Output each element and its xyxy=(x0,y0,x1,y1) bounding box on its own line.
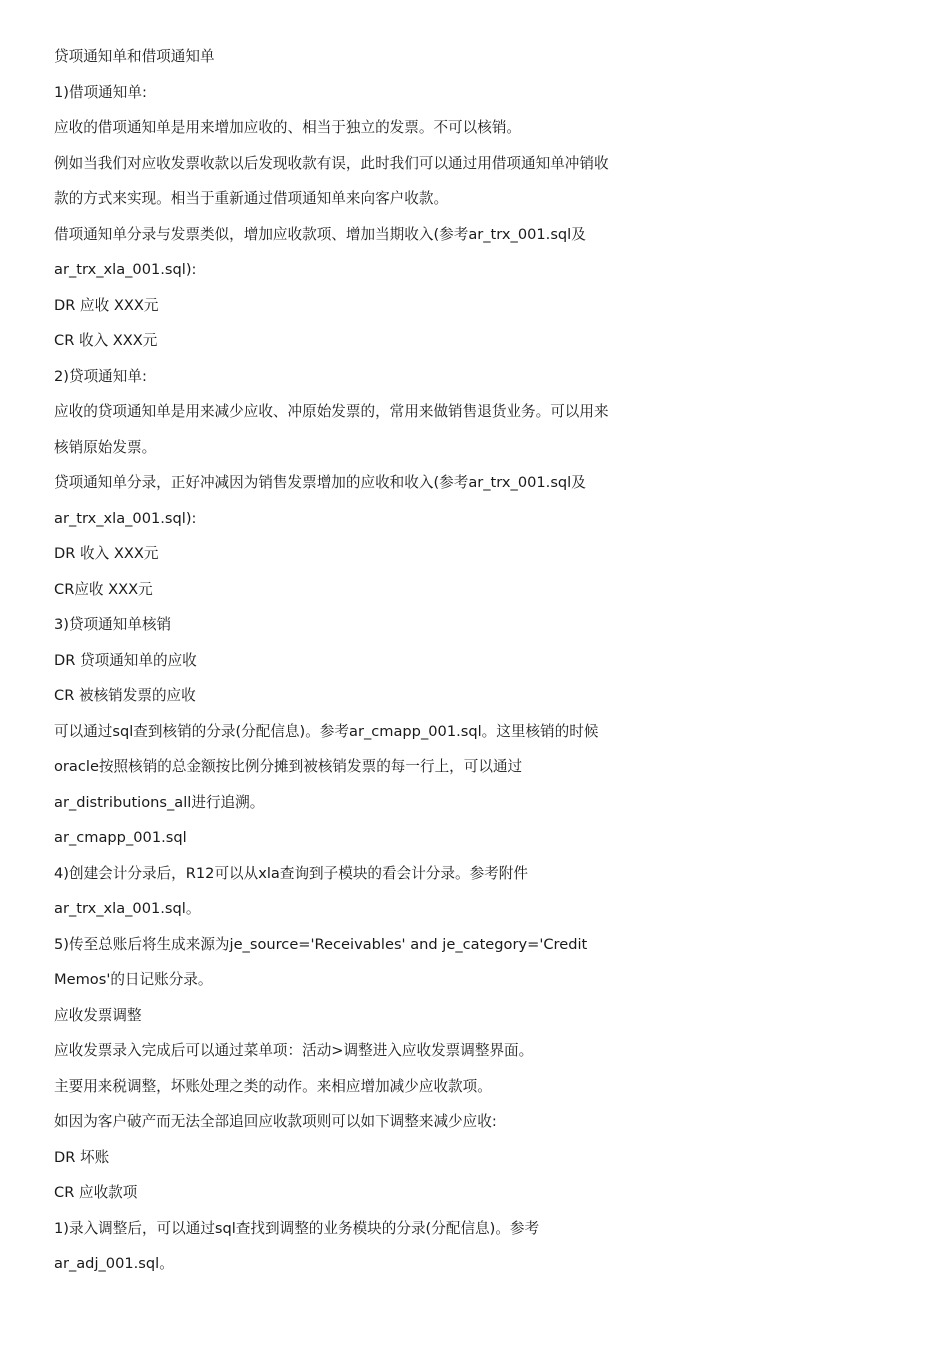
text-line: ar_distributions_all进行追溯。 xyxy=(54,793,265,811)
text-line: 如因为客户破产而无法全部追回应收款项则可以如下调整来减少应收: xyxy=(54,1113,497,1130)
journal-entry-line: CR 收入 XXX元 xyxy=(54,332,158,349)
section-heading-credit-memo: 2)贷项通知单: xyxy=(54,367,147,385)
text-line: ar_trx_xla_001.sql。 xyxy=(54,900,201,917)
document-title: 贷项通知单和借项通知单 xyxy=(54,48,215,65)
section-heading-general-ledger: 5)传至总账后将生成来源为je_source='Receivables' and je_category='Credit xyxy=(54,935,588,953)
text-line: oracle按照核销的总金额按比例分摊到被核销发票的每一行上，可以通过 xyxy=(54,758,523,775)
journal-entry-line: CR应收 XXX元 xyxy=(54,580,153,598)
journal-entry-line: DR 应收 XXX元 xyxy=(54,296,159,314)
text-line: 例如当我们对应收发票收款以后发现收款有误，此时我们可以通过用借项通知单冲销收 xyxy=(54,154,609,172)
text-line: 借项通知单分录与发票类似，增加应收款项、增加当期收入(参考ar_trx_001.sql及 xyxy=(54,225,586,243)
text-line: ar_trx_xla_001.sql): xyxy=(54,261,197,278)
journal-entry-line: DR 坏账 xyxy=(54,1148,110,1166)
text-line: 应收的贷项通知单是用来减少应收、冲原始发票的，常用来做销售退货业务。可以用来 xyxy=(54,403,609,420)
text-line: ar_trx_xla_001.sql): xyxy=(54,509,197,527)
section-heading-invoice-adjustment: 应收发票调整 xyxy=(54,1006,142,1024)
journal-entry-line: CR 被核销发票的应收 xyxy=(54,687,196,704)
text-line: 核销原始发票。 xyxy=(54,438,157,456)
text-line: ar_adj_001.sql。 xyxy=(54,1255,174,1272)
journal-entry-line: DR 贷项通知单的应收 xyxy=(54,651,197,669)
text-line: 应收的借项通知单是用来增加应收的、相当于独立的发票。不可以核销。 xyxy=(54,119,522,136)
text-line: 款的方式来实现。相当于重新通过借项通知单来向客户收款。 xyxy=(54,190,449,207)
section-heading-debit-memo: 1)借项通知单: xyxy=(54,83,147,101)
section-heading-credit-memo-application: 3)贷项通知单核销 xyxy=(54,616,172,633)
text-line: 主要用来税调整，坏账处理之类的动作。来相应增加减少应收款项。 xyxy=(54,1077,492,1095)
document-body xyxy=(54,45,914,1288)
journal-entry-line: CR 应收款项 xyxy=(54,1184,138,1201)
journal-entry-line: DR 收入 XXX元 xyxy=(54,545,159,562)
text-line: 贷项通知单分录，正好冲减因为销售发票增加的应收和收入(参考ar_trx_001.sql及 xyxy=(54,474,586,491)
text-line: 可以通过sql查到核销的分录(分配信息)。参考ar_cmapp_001.sql。这里核销的时候 xyxy=(54,722,599,740)
text-line: 1)录入调整后，可以通过sql查找到调整的业务模块的分录(分配信息)。参考 xyxy=(54,1219,540,1237)
text-line: Memos'的日记账分录。 xyxy=(54,971,213,988)
text-line: 应收发票录入完成后可以通过菜单项：活动>调整进入应收发票调整界面。 xyxy=(54,1042,534,1059)
section-heading-accounting: 4)创建会计分录后，R12可以从xla查询到子模块的看会计分录。参考附件 xyxy=(54,864,528,882)
text-line: ar_cmapp_001.sql xyxy=(54,829,187,846)
